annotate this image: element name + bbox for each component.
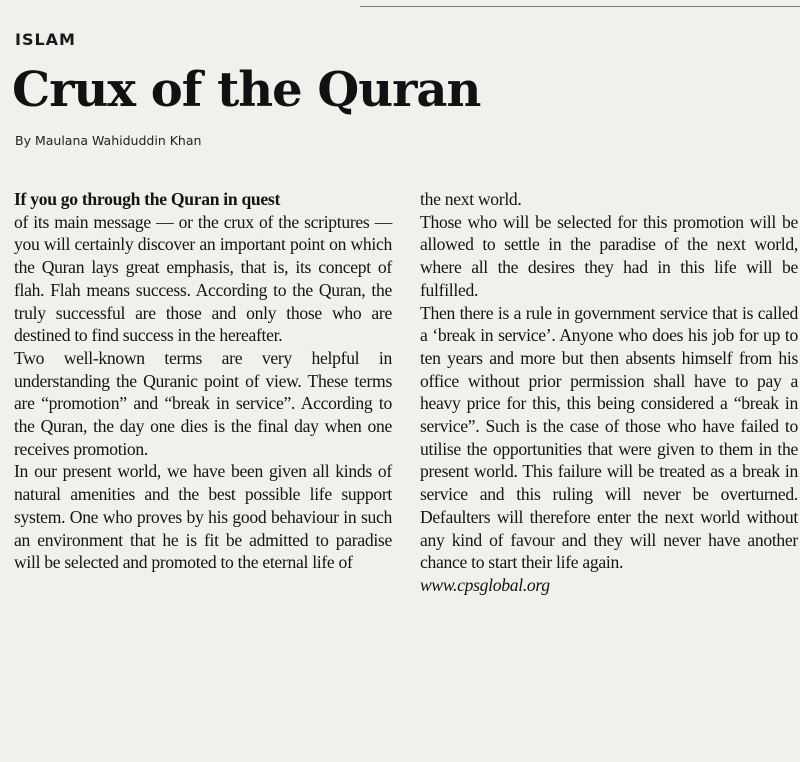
lead-in: If you go through the Quran in quest xyxy=(14,189,281,209)
article-paragraph-3: In our present world, we have been given all kinds of natural amenities and the best possible life support system. One who proves by his good behaviour in such an environment that he is fit be admitted to paradise will be selected and promoted to the eternal life of xyxy=(14,461,392,573)
article-paragraph-5: Then there is a rule in government service that is called a ‘break in service’. Anyone who does his job for up to ten years and more but then absents himself from his office without prior permission shall have to pay a heavy price for this, this being considered a “break in service”. Such is the case of those who have failed to utilise the opportunities that were given to them in the present world. This failure will be treated as a break in service and this ruling will never be overturned. Defaulters will therefore enter the next world without any kind of favour and they will never have another chance to start their life again. xyxy=(420,302,798,573)
article-paragraph-4: Those who will be selected for this promotion will be allowed to settle in the paradise of the next world, where all the desires they had in this life will be fulfilled. xyxy=(420,211,798,300)
article-paragraph-3-continued: the next world. xyxy=(420,189,522,209)
byline: By Maulana Wahiduddin Khan xyxy=(15,133,202,148)
section-label: ISLAM xyxy=(15,30,76,49)
article-paragraph-2: Two well-known terms are very helpful in understanding the Quranic point of view. These terms are “promotion” and “break in service”. According to the Quran, the day one dies is the final day when one receives promotion. xyxy=(14,347,392,459)
article-column-right xyxy=(420,188,798,597)
article-paragraph-1: If you go through the Quran in quest of its main message — or the crux of the scriptures — you will certainly discover an important point on which the Quran lays great emphasis, that is, its concept of flah. Flah means success. According to the Quran, the truly successful are those and only those who are destined to find success in the hereafter. xyxy=(14,189,392,346)
top-rule xyxy=(360,6,800,7)
website-link[interactable]: www.cpsglobal.org xyxy=(420,574,550,595)
headline: Crux of the Quran xyxy=(12,62,481,118)
article-column-left xyxy=(14,188,392,574)
